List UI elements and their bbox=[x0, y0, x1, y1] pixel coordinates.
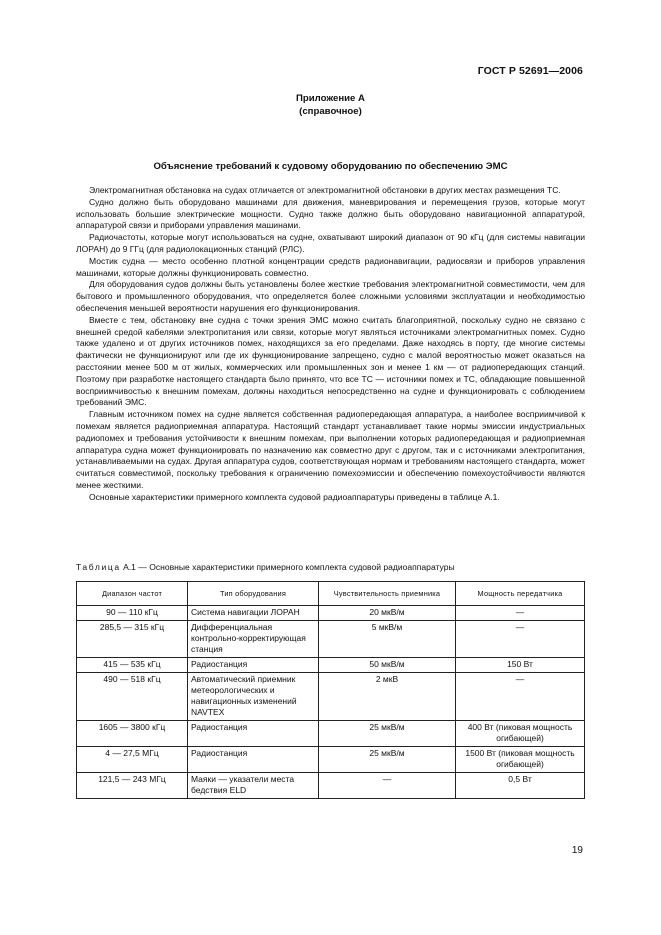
page-number: 19 bbox=[571, 845, 583, 856]
table-cell: 25 мкВ/м bbox=[319, 721, 456, 747]
table-cell: 285,5 — 315 кГц bbox=[77, 621, 188, 658]
table-caption bbox=[76, 562, 585, 573]
table-row bbox=[77, 773, 585, 799]
table-cell: — bbox=[456, 673, 585, 721]
table-cell: 1605 — 3800 кГц bbox=[77, 721, 188, 747]
section-title: Объяснение требований к судовому оборудованию по обеспечению ЭМС bbox=[153, 161, 508, 172]
annex-subtitle: (справочное) bbox=[299, 106, 362, 117]
table-cell: — bbox=[456, 606, 585, 621]
table-cell: Маяки — указатели места бедствия ELD bbox=[188, 773, 319, 799]
table-cell: Радиостанция bbox=[188, 721, 319, 747]
paragraph: Для оборудования судов должны быть установлены более жесткие требования электромагнитной совместимости, чем для бытового и промышленного оборудования, что определяется более сложными условиями эксплуатации и необходимостью обеспечения меньшей вероятности нарушения его функционирования. bbox=[76, 279, 585, 313]
paragraph: Электромагнитная обстановка на судах отличается от электромагнитной обстановки в других местах размещения ТС. bbox=[89, 185, 561, 195]
table-cell: 1500 Вт (пиковая мощность огибающей) bbox=[456, 747, 585, 773]
table-cell: 2 мкВ bbox=[319, 673, 456, 721]
column-header: Тип оборудования bbox=[188, 582, 319, 606]
standard-code: ГОСТ Р 52691—2006 bbox=[477, 65, 583, 77]
table-cell: 400 Вт (пиковая мощность огибающей) bbox=[456, 721, 585, 747]
table-cell: 5 мкВ/м bbox=[319, 621, 456, 658]
table-cell: 0,5 Вт bbox=[456, 773, 585, 799]
table-cell: 150 Вт bbox=[456, 658, 585, 673]
annex-title: Приложение А bbox=[296, 93, 365, 104]
column-header: Мощность передатчика bbox=[456, 582, 585, 606]
table-cell: — bbox=[319, 773, 456, 799]
equipment-table bbox=[76, 581, 585, 799]
table-cell: 4 — 27,5 МГц bbox=[77, 747, 188, 773]
paragraph: Главным источником помех на судне является собственная радиопередающая аппаратура, а наиболее восприимчивой к помехам является радиоприемная аппаратура. Настоящий стандарт устанавливает такие нормы эмиссии индустриальных радиопомех и требования устойчивости к внешним помехам, при выполнении которых радиопередающая и радиоприемная аппаратура судна может функционировать по назначению как совместно друг с другом, так и с источниками электропитания, устанавливаемыми на судах. Другая аппаратура судов, соответствующая нормам и требованиям настоящего стандарта, может считаться совместимой, поскольку требования к ограничению помехоэмиссии и обеспечению помехоустойчивости являются менее жесткими. bbox=[76, 409, 585, 490]
table-cell: Дифференциальная контрольно-корректирующая станция bbox=[188, 621, 319, 658]
table-cell: 121,5 — 243 МГц bbox=[77, 773, 188, 799]
paragraph: Мостик судна — место особенно плотной концентрации средств радионавигации, радиосвязи и приборов управления машинами, которые должны функционировать совместно. bbox=[76, 255, 585, 278]
table-caption-text: А.1 — Основные характеристики примерного комплекта судовой радиоаппаратуры bbox=[120, 562, 455, 572]
table-row bbox=[77, 747, 585, 773]
table-cell: Система навигации ЛОРАН bbox=[188, 606, 319, 621]
table-cell: 415 — 535 кГц bbox=[77, 658, 188, 673]
table-cell: Радиостанция bbox=[188, 658, 319, 673]
table-cell: 490 — 518 кГц bbox=[77, 673, 188, 721]
paragraph: Радиочастоты, которые могут использоваться на судне, охватывают широкий диапазон от 90 кГц (для системы навигации ЛОРАН) до 9 ГГц (для радиолокационных станций (РЛС). bbox=[76, 232, 585, 254]
table-row bbox=[77, 673, 585, 721]
table-cell: 50 мкВ/м bbox=[319, 658, 456, 673]
table-row bbox=[77, 658, 585, 673]
annex-heading bbox=[0, 92, 661, 118]
table-cell: 90 — 110 кГц bbox=[77, 606, 188, 621]
table-cell: Радиостанция bbox=[188, 747, 319, 773]
table-row bbox=[77, 606, 585, 621]
column-header: Чувствительность приемника bbox=[319, 582, 456, 606]
paragraph: Судно должно быть оборудовано машинами для движения, маневрирования и перемещения грузов, которые могут использовать большие электрические мощности. Судно также должно быть оборудовано навигационной аппаратурой, аппаратурой связи и приборами управления машинами. bbox=[76, 196, 585, 231]
table-row bbox=[77, 621, 585, 658]
body-text bbox=[76, 185, 585, 504]
table-header-row bbox=[77, 582, 585, 606]
column-header: Диапазон частот bbox=[77, 582, 188, 606]
paragraph: Основные характеристики примерного комплекта судовой радиоаппаратуры приведены в таблице А.1. bbox=[89, 491, 500, 502]
table-cell: — bbox=[456, 621, 585, 658]
table-cell: 20 мкВ/м bbox=[319, 606, 456, 621]
paragraph: Вместе с тем, обстановку вне судна с точки зрения ЭМС можно считать благоприятной, поскольку судно не связано с внешней средой кабелями электропитания или связи, которые могут являться источниками электромагнитных помех. Судно также удалено и от других источников помех, находящихся за его пределами. Даже находясь в порту, где многие системы фактически не функционируют или где их функционирование запрещено, судно с малой вероятностью может оказаться на расстоянии менее 500 м от жилых, коммерческих или промышленных зон и менее 1 км — от радиопередающих станций. Поэтому при разработке настоящего стандарта было принято, что все ТС — источники помех и ТС, обладающие повышенной восприимчивостью к внешним помехам, должны находиться непосредственно на судне и функционировать с соблюдением требований ЭМС. bbox=[76, 314, 585, 408]
table-caption-label: Таблица bbox=[76, 562, 121, 572]
table-cell: 25 мкВ/м bbox=[319, 747, 456, 773]
table-cell: Автоматический приемник метеорологических и навигационных изменений NAVTEX bbox=[188, 673, 319, 721]
table-row bbox=[77, 721, 585, 747]
